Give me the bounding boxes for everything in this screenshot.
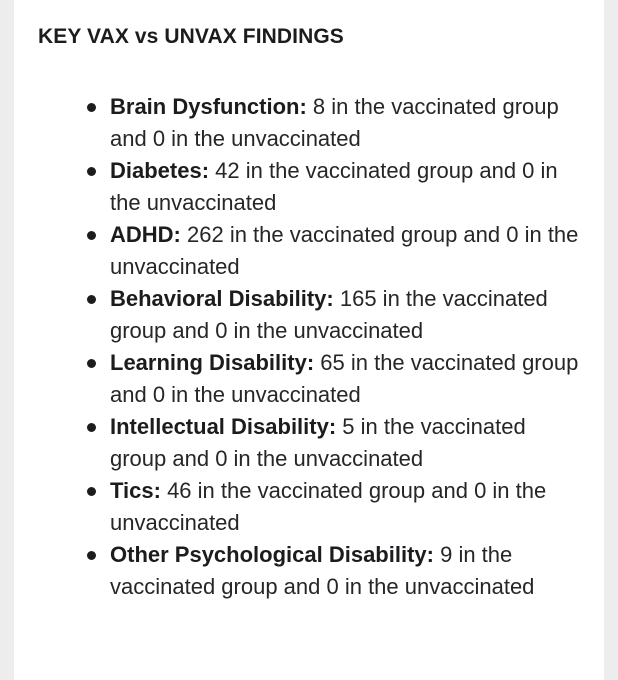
finding-label: Diabetes: <box>110 158 210 183</box>
finding-label: Brain Dysfunction: <box>110 94 307 119</box>
bullet-icon <box>87 551 96 560</box>
finding-text: 262 in the vaccinated group and 0 in the unvaccinated <box>110 222 579 279</box>
finding-text: 165 in the vaccinated group and 0 in the unvaccinated <box>110 286 548 343</box>
finding-item <box>110 91 588 155</box>
finding-text: 9 in the vaccinated group and 0 in the unvaccinated <box>110 542 535 599</box>
finding-text: 5 in the vaccinated group and 0 in the unvaccinated <box>110 414 526 471</box>
finding-text: 8 in the vaccinated group and 0 in the unvaccinated <box>110 94 559 151</box>
page-title: KEY VAX vs UNVAX FINDINGS <box>38 25 344 48</box>
bullet-icon <box>87 231 96 240</box>
findings-list <box>110 91 588 603</box>
finding-item <box>110 475 588 539</box>
finding-item <box>110 283 588 347</box>
finding-text: 42 in the vaccinated group and 0 in the unvaccinated <box>110 158 558 215</box>
finding-item <box>110 219 588 283</box>
bullet-icon <box>87 295 96 304</box>
document-page <box>14 0 604 680</box>
finding-item <box>110 347 588 411</box>
finding-label: Behavioral Disability: <box>110 286 334 311</box>
finding-text: 46 in the vaccinated group and 0 in the unvaccinated <box>110 478 547 535</box>
finding-text: 65 in the vaccinated group and 0 in the unvaccinated <box>110 350 579 407</box>
finding-label: Other Psychological Disability: <box>110 542 434 567</box>
finding-label: Intellectual Disability: <box>110 414 337 439</box>
bullet-icon <box>87 423 96 432</box>
bullet-icon <box>87 167 96 176</box>
bullet-icon <box>87 359 96 368</box>
finding-label: Tics: <box>110 478 161 503</box>
finding-item <box>110 155 588 219</box>
finding-label: Learning Disability: <box>110 350 315 375</box>
bullet-icon <box>87 103 96 112</box>
finding-item <box>110 539 588 603</box>
bullet-icon <box>87 487 96 496</box>
finding-label: ADHD: <box>110 222 181 247</box>
finding-item <box>110 411 588 475</box>
